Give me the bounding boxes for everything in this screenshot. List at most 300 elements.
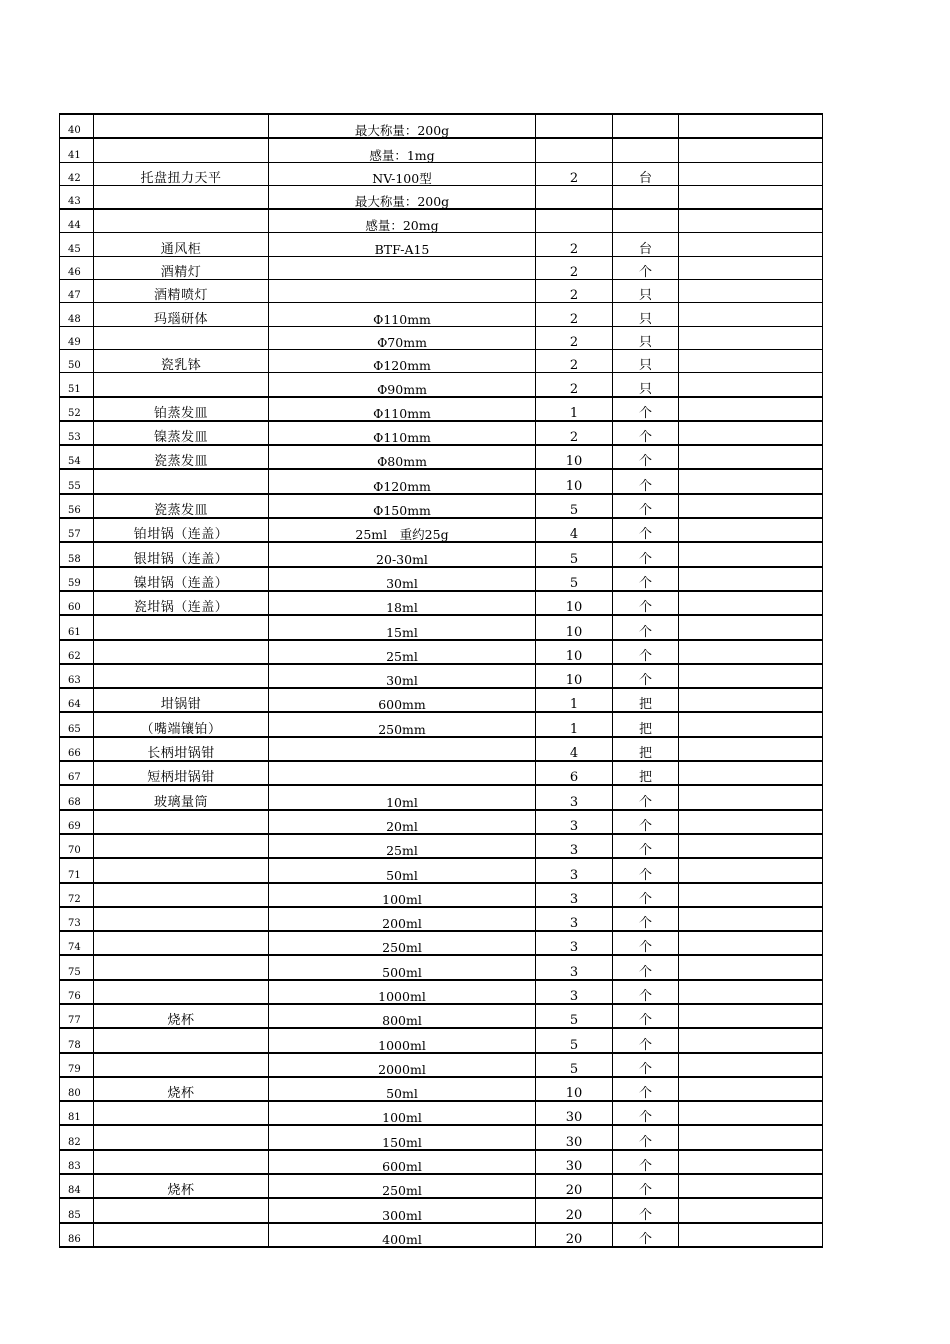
row-number-cell: 65: [60, 712, 94, 736]
unit-cell: 把: [613, 737, 679, 761]
item-name-cell: [94, 1125, 269, 1149]
spec-cell: 100ml: [269, 1101, 536, 1125]
row-number-cell: 47: [60, 280, 94, 303]
row-number-cell: 69: [60, 810, 94, 834]
note-cell: [679, 1053, 823, 1077]
note-cell: [679, 518, 823, 542]
equipment-table: [59, 113, 823, 1248]
unit-cell: 个: [613, 907, 679, 931]
item-name-cell: 坩锅钳: [94, 688, 269, 712]
quantity-cell: 5: [536, 1028, 613, 1052]
note-cell: [679, 858, 823, 882]
note-cell: [679, 421, 823, 445]
unit-cell: 只: [613, 373, 679, 397]
unit-cell: 个: [613, 858, 679, 882]
spec-cell: Φ110mm: [269, 303, 536, 326]
table-row: [60, 303, 823, 326]
unit-cell: 个: [613, 591, 679, 615]
note-cell: [679, 591, 823, 615]
spec-cell: BTF-A15: [269, 233, 536, 256]
row-number-cell: 45: [60, 233, 94, 256]
row-number-cell: 74: [60, 931, 94, 955]
unit-cell: 个: [613, 834, 679, 858]
table-row: [60, 280, 823, 303]
quantity-cell: 10: [536, 664, 613, 688]
spec-cell: 50ml: [269, 858, 536, 882]
row-number-cell: 50: [60, 349, 94, 372]
table-row: [60, 209, 823, 233]
note-cell: [679, 1223, 823, 1247]
spec-cell: 250mm: [269, 712, 536, 736]
unit-cell: 个: [613, 955, 679, 979]
item-name-cell: 镍坩锅（连盖）: [94, 567, 269, 591]
row-number-cell: 41: [60, 138, 94, 162]
item-name-cell: 烧杯: [94, 1174, 269, 1198]
row-number-cell: 85: [60, 1198, 94, 1222]
note-cell: [679, 1028, 823, 1052]
quantity-cell: 2: [536, 303, 613, 326]
spec-cell: 20-30ml: [269, 542, 536, 566]
spec-cell: 感量：20mg: [269, 209, 536, 233]
note-cell: [679, 303, 823, 326]
quantity-cell: 20: [536, 1223, 613, 1247]
quantity-cell: 3: [536, 785, 613, 809]
spec-cell: Φ110mm: [269, 421, 536, 445]
quantity-cell: 2: [536, 349, 613, 372]
unit-cell: 个: [613, 567, 679, 591]
item-name-cell: [94, 114, 269, 138]
unit-cell: 把: [613, 761, 679, 785]
row-number-cell: 56: [60, 494, 94, 518]
note-cell: [679, 114, 823, 138]
quantity-cell: 5: [536, 1053, 613, 1077]
item-name-cell: 酒精灯: [94, 256, 269, 279]
unit-cell: [613, 185, 679, 209]
table-row: [60, 688, 823, 712]
unit-cell: 只: [613, 326, 679, 349]
spec-cell: 30ml: [269, 567, 536, 591]
table-row: [60, 1174, 823, 1198]
unit-cell: 个: [613, 1223, 679, 1247]
spec-cell: NV-100型: [269, 162, 536, 185]
table-row: [60, 712, 823, 736]
spec-cell: Φ110mm: [269, 397, 536, 421]
unit-cell: 个: [613, 664, 679, 688]
quantity-cell: 3: [536, 810, 613, 834]
row-number-cell: 73: [60, 907, 94, 931]
row-number-cell: 71: [60, 858, 94, 882]
quantity-cell: [536, 185, 613, 209]
quantity-cell: 3: [536, 980, 613, 1004]
spec-cell: 2000ml: [269, 1053, 536, 1077]
quantity-cell: 2: [536, 326, 613, 349]
spec-cell: Φ80mm: [269, 445, 536, 469]
note-cell: [679, 567, 823, 591]
unit-cell: 个: [613, 1125, 679, 1149]
spec-cell: 1000ml: [269, 1028, 536, 1052]
unit-cell: 个: [613, 883, 679, 907]
row-number-cell: 58: [60, 542, 94, 566]
quantity-cell: 1: [536, 688, 613, 712]
unit-cell: 个: [613, 1174, 679, 1198]
quantity-cell: 4: [536, 518, 613, 542]
item-name-cell: 铂蒸发皿: [94, 397, 269, 421]
quantity-cell: 2: [536, 256, 613, 279]
item-name-cell: 通风柜: [94, 233, 269, 256]
row-number-cell: 54: [60, 445, 94, 469]
item-name-cell: 玛瑙研体: [94, 303, 269, 326]
row-number-cell: 70: [60, 834, 94, 858]
unit-cell: 个: [613, 445, 679, 469]
row-number-cell: 62: [60, 640, 94, 664]
quantity-cell: 2: [536, 421, 613, 445]
item-name-cell: （嘴端镶铂）: [94, 712, 269, 736]
spec-cell: Φ150mm: [269, 494, 536, 518]
note-cell: [679, 883, 823, 907]
table-row: [60, 373, 823, 397]
note-cell: [679, 761, 823, 785]
spec-cell: 300ml: [269, 1198, 536, 1222]
spec-cell: 250ml: [269, 1174, 536, 1198]
spec-cell: 800ml: [269, 1004, 536, 1028]
table-row: [60, 640, 823, 664]
spec-cell: 250ml: [269, 931, 536, 955]
spec-cell: [269, 737, 536, 761]
spec-cell: 25ml: [269, 640, 536, 664]
quantity-cell: 30: [536, 1150, 613, 1174]
row-number-cell: 48: [60, 303, 94, 326]
quantity-cell: 4: [536, 737, 613, 761]
quantity-cell: 5: [536, 1004, 613, 1028]
table-row: [60, 1101, 823, 1125]
unit-cell: 个: [613, 1150, 679, 1174]
item-name-cell: [94, 209, 269, 233]
table-row: [60, 1150, 823, 1174]
item-name-cell: 镍蒸发皿: [94, 421, 269, 445]
item-name-cell: 短柄坩锅钳: [94, 761, 269, 785]
item-name-cell: [94, 907, 269, 931]
row-number-cell: 51: [60, 373, 94, 397]
spec-cell: [269, 761, 536, 785]
table-row: [60, 1198, 823, 1222]
quantity-cell: 10: [536, 615, 613, 639]
unit-cell: 个: [613, 494, 679, 518]
table-row: [60, 761, 823, 785]
row-number-cell: 72: [60, 883, 94, 907]
note-cell: [679, 640, 823, 664]
note-cell: [679, 980, 823, 1004]
row-number-cell: 68: [60, 785, 94, 809]
quantity-cell: 3: [536, 858, 613, 882]
quantity-cell: 2: [536, 233, 613, 256]
table-row: [60, 1077, 823, 1101]
row-number-cell: 75: [60, 955, 94, 979]
unit-cell: 个: [613, 397, 679, 421]
quantity-cell: 10: [536, 445, 613, 469]
unit-cell: 只: [613, 303, 679, 326]
item-name-cell: 托盘扭力天平: [94, 162, 269, 185]
quantity-cell: 10: [536, 591, 613, 615]
row-number-cell: 53: [60, 421, 94, 445]
table-row: [60, 445, 823, 469]
quantity-cell: 3: [536, 955, 613, 979]
quantity-cell: 5: [536, 542, 613, 566]
row-number-cell: 64: [60, 688, 94, 712]
unit-cell: 把: [613, 688, 679, 712]
quantity-cell: 2: [536, 162, 613, 185]
row-number-cell: 43: [60, 185, 94, 209]
unit-cell: 个: [613, 469, 679, 493]
unit-cell: 个: [613, 931, 679, 955]
note-cell: [679, 373, 823, 397]
item-name-cell: 酒精喷灯: [94, 280, 269, 303]
spec-cell: 50ml: [269, 1077, 536, 1101]
item-name-cell: 铂坩锅（连盖）: [94, 518, 269, 542]
item-name-cell: 瓷蒸发皿: [94, 494, 269, 518]
row-number-cell: 46: [60, 256, 94, 279]
row-number-cell: 49: [60, 326, 94, 349]
spec-cell: [269, 280, 536, 303]
unit-cell: [613, 209, 679, 233]
quantity-cell: 3: [536, 907, 613, 931]
item-name-cell: [94, 883, 269, 907]
unit-cell: 个: [613, 785, 679, 809]
note-cell: [679, 256, 823, 279]
quantity-cell: [536, 114, 613, 138]
item-name-cell: [94, 138, 269, 162]
table-row: [60, 955, 823, 979]
item-name-cell: 银坩锅（连盖）: [94, 542, 269, 566]
item-name-cell: 烧杯: [94, 1077, 269, 1101]
table-row: [60, 421, 823, 445]
table-row: [60, 542, 823, 566]
item-name-cell: [94, 469, 269, 493]
note-cell: [679, 494, 823, 518]
row-number-cell: 77: [60, 1004, 94, 1028]
table-row: [60, 883, 823, 907]
row-number-cell: 82: [60, 1125, 94, 1149]
item-name-cell: [94, 373, 269, 397]
row-number-cell: 83: [60, 1150, 94, 1174]
spec-cell: [269, 256, 536, 279]
row-number-cell: 79: [60, 1053, 94, 1077]
unit-cell: 只: [613, 280, 679, 303]
unit-cell: [613, 138, 679, 162]
quantity-cell: 2: [536, 373, 613, 397]
note-cell: [679, 326, 823, 349]
note-cell: [679, 931, 823, 955]
spec-cell: Φ90mm: [269, 373, 536, 397]
row-number-cell: 63: [60, 664, 94, 688]
note-cell: [679, 1150, 823, 1174]
unit-cell: 个: [613, 810, 679, 834]
item-name-cell: 瓷乳钵: [94, 349, 269, 372]
unit-cell: 个: [613, 1004, 679, 1028]
note-cell: [679, 810, 823, 834]
unit-cell: 把: [613, 712, 679, 736]
unit-cell: [613, 114, 679, 138]
item-name-cell: 长柄坩锅钳: [94, 737, 269, 761]
item-name-cell: [94, 1028, 269, 1052]
spec-cell: 200ml: [269, 907, 536, 931]
note-cell: [679, 907, 823, 931]
quantity-cell: [536, 209, 613, 233]
table-row: [60, 858, 823, 882]
note-cell: [679, 688, 823, 712]
quantity-cell: 2: [536, 280, 613, 303]
equipment-table-body: [60, 114, 823, 1247]
unit-cell: 个: [613, 1198, 679, 1222]
row-number-cell: 78: [60, 1028, 94, 1052]
spec-cell: 500ml: [269, 955, 536, 979]
unit-cell: 个: [613, 1028, 679, 1052]
quantity-cell: 30: [536, 1101, 613, 1125]
row-number-cell: 81: [60, 1101, 94, 1125]
note-cell: [679, 737, 823, 761]
table-row: [60, 397, 823, 421]
unit-cell: 个: [613, 256, 679, 279]
row-number-cell: 44: [60, 209, 94, 233]
note-cell: [679, 834, 823, 858]
note-cell: [679, 1077, 823, 1101]
table-row: [60, 1004, 823, 1028]
note-cell: [679, 209, 823, 233]
table-row: [60, 1125, 823, 1149]
spec-cell: 150ml: [269, 1125, 536, 1149]
item-name-cell: [94, 1053, 269, 1077]
note-cell: [679, 469, 823, 493]
note-cell: [679, 185, 823, 209]
spec-cell: 600mm: [269, 688, 536, 712]
row-number-cell: 67: [60, 761, 94, 785]
row-number-cell: 76: [60, 980, 94, 1004]
item-name-cell: [94, 858, 269, 882]
quantity-cell: 20: [536, 1174, 613, 1198]
quantity-cell: 5: [536, 567, 613, 591]
table-row: [60, 185, 823, 209]
note-cell: [679, 615, 823, 639]
spec-cell: 20ml: [269, 810, 536, 834]
note-cell: [679, 712, 823, 736]
table-row: [60, 567, 823, 591]
quantity-cell: 3: [536, 834, 613, 858]
table-row: [60, 664, 823, 688]
quantity-cell: 1: [536, 397, 613, 421]
note-cell: [679, 445, 823, 469]
row-number-cell: 61: [60, 615, 94, 639]
spec-cell: 25ml: [269, 834, 536, 858]
row-number-cell: 42: [60, 162, 94, 185]
table-row: [60, 931, 823, 955]
item-name-cell: [94, 185, 269, 209]
quantity-cell: [536, 138, 613, 162]
item-name-cell: [94, 1150, 269, 1174]
spec-cell: 15ml: [269, 615, 536, 639]
item-name-cell: 瓷蒸发皿: [94, 445, 269, 469]
note-cell: [679, 280, 823, 303]
spec-cell: 25ml 重约25g: [269, 518, 536, 542]
row-number-cell: 40: [60, 114, 94, 138]
note-cell: [679, 1174, 823, 1198]
note-cell: [679, 1198, 823, 1222]
table-row: [60, 138, 823, 162]
quantity-cell: 20: [536, 1198, 613, 1222]
quantity-cell: 10: [536, 469, 613, 493]
spec-cell: 最大称量：200g: [269, 185, 536, 209]
table-row: [60, 1223, 823, 1247]
spec-cell: 18ml: [269, 591, 536, 615]
note-cell: [679, 349, 823, 372]
note-cell: [679, 664, 823, 688]
table-row: [60, 980, 823, 1004]
item-name-cell: [94, 810, 269, 834]
table-row: [60, 469, 823, 493]
table-row: [60, 615, 823, 639]
table-row: [60, 1053, 823, 1077]
table-row: [60, 907, 823, 931]
table-row: [60, 810, 823, 834]
row-number-cell: 57: [60, 518, 94, 542]
table-row: [60, 349, 823, 372]
item-name-cell: 瓷坩锅（连盖）: [94, 591, 269, 615]
item-name-cell: 烧杯: [94, 1004, 269, 1028]
quantity-cell: 5: [536, 494, 613, 518]
spec-cell: 10ml: [269, 785, 536, 809]
spec-cell: 30ml: [269, 664, 536, 688]
note-cell: [679, 542, 823, 566]
item-name-cell: [94, 1101, 269, 1125]
row-number-cell: 55: [60, 469, 94, 493]
table-row: [60, 518, 823, 542]
spec-cell: 1000ml: [269, 980, 536, 1004]
item-name-cell: [94, 1223, 269, 1247]
spec-cell: 600ml: [269, 1150, 536, 1174]
unit-cell: 台: [613, 162, 679, 185]
spec-cell: 最大称量：200g: [269, 114, 536, 138]
item-name-cell: [94, 1198, 269, 1222]
quantity-cell: 3: [536, 883, 613, 907]
unit-cell: 个: [613, 980, 679, 1004]
row-number-cell: 52: [60, 397, 94, 421]
unit-cell: 个: [613, 518, 679, 542]
quantity-cell: 3: [536, 931, 613, 955]
spec-cell: 感量：1mg: [269, 138, 536, 162]
item-name-cell: 玻璃量筒: [94, 785, 269, 809]
table-row: [60, 494, 823, 518]
item-name-cell: [94, 931, 269, 955]
note-cell: [679, 397, 823, 421]
spec-cell: 100ml: [269, 883, 536, 907]
unit-cell: 个: [613, 421, 679, 445]
item-name-cell: [94, 615, 269, 639]
table-row: [60, 591, 823, 615]
note-cell: [679, 785, 823, 809]
table-row: [60, 785, 823, 809]
table-row: [60, 1028, 823, 1052]
unit-cell: 个: [613, 1101, 679, 1125]
unit-cell: 个: [613, 615, 679, 639]
table-row: [60, 834, 823, 858]
unit-cell: 个: [613, 1077, 679, 1101]
table-row: [60, 737, 823, 761]
row-number-cell: 60: [60, 591, 94, 615]
item-name-cell: [94, 326, 269, 349]
note-cell: [679, 955, 823, 979]
unit-cell: 个: [613, 640, 679, 664]
item-name-cell: [94, 955, 269, 979]
unit-cell: 台: [613, 233, 679, 256]
spec-cell: 400ml: [269, 1223, 536, 1247]
